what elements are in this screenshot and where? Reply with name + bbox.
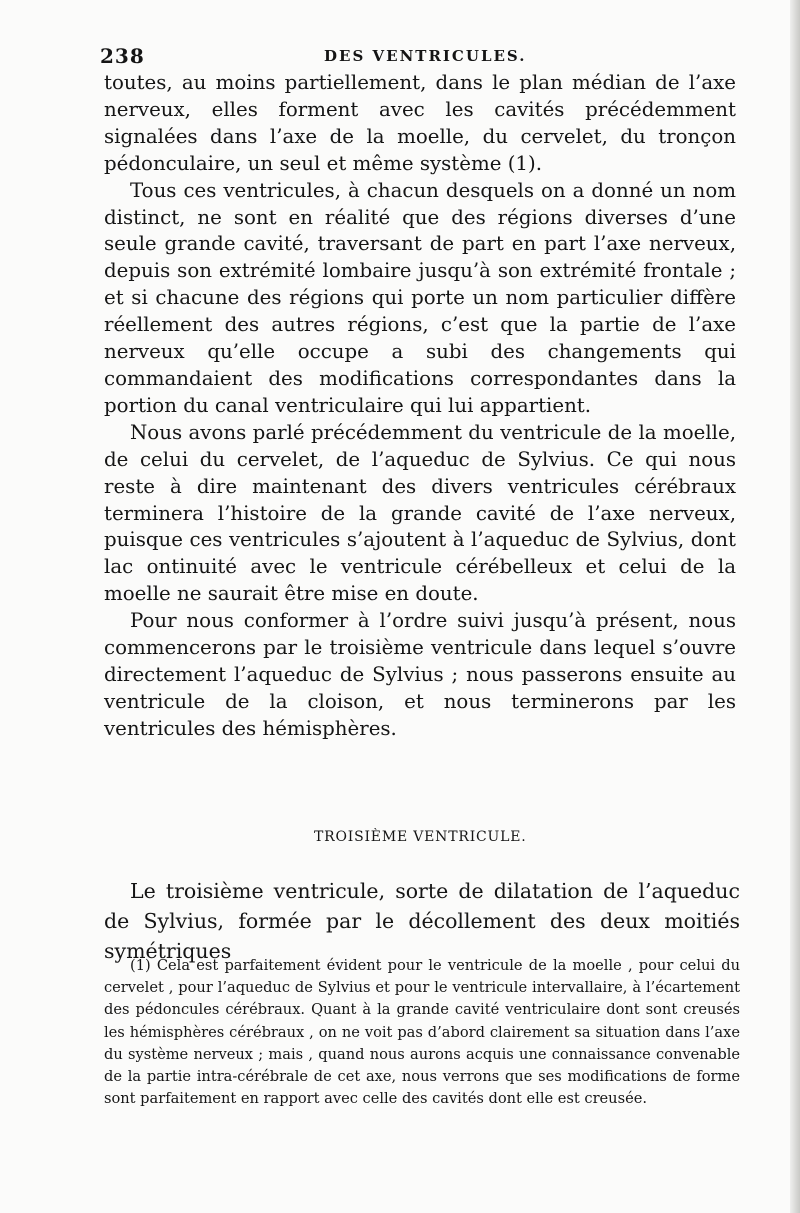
main-text bbox=[104, 70, 736, 743]
footnote: (1) Cela est parfaitement évident pour le ventricule de la moelle , pour celui du cervelet , pour l’aqueduc de Sylvius et pour le ventricule intervallaire, à l’écartement des pédoncules cérébraux. Quant à la grande cavité ventriculaire dont sont creusés les hémisphères cérébraux , on ne voit pas d’abord clairement sa situation dans l’axe du système nerveux ; mais , quand nous aurons acquis une connaissance convenable de la partie intra-cérébrale de cet axe, nous verrons que ses modifications de forme sont parfaitement en rapport avec celle des cavités dont elle est creusée. bbox=[104, 957, 740, 1108]
page-number: 238 bbox=[100, 44, 145, 68]
page-header bbox=[100, 38, 740, 68]
paragraph: Nous avons parlé précédemment du ventricule de la moelle, de celui du cervelet, de l’aqueduc de Sylvius. Ce qui nous reste à dire maintenant des divers ventricules cérébraux terminera l’histoire de la grande cavité de l’axe nerveux, puisque ces ventricules s’ajoutent à l’aqueduc de Sylvius, dont lac ontinuité avec le ventricule cérébelleux et celui de la moelle ne saurait être mise en doute. bbox=[104, 420, 736, 606]
paragraph: toutes, au moins partiellement, dans le plan médian de l’axe nerveux, elles forment avec les cavités précédemment signalées dans l’axe de la moelle, du cervelet, du tronçon pédonculaire, un seul et même système (1). bbox=[104, 71, 736, 175]
page-edge-shadow bbox=[790, 0, 800, 1213]
section-title: TROISIÈME VENTRICULE. bbox=[314, 829, 527, 845]
paragraph: Tous ces ventricules, à chacun desquels on a donné un nom distinct, ne sont en réalité que des régions diverses d’une seule grande cavité, traversant de part en part l’axe nerveux, depuis son extrémité lombaire jusqu’à son extrémité frontale ; et si chacune des régions qui porte un nom particulier diffère réellement des autres régions, c’est que la partie de l’axe nerveux qu’elle occupe a subi des changements qui commandaient des modifications correspondantes dans la portion du canal ventriculaire qui lui appartient. bbox=[104, 178, 736, 417]
section-text bbox=[104, 876, 740, 966]
section-paragraph: Le troisième ventricule, sorte de dilatation de l’aqueduc de Sylvius, formée par le décollement des deux moitiés symétriques bbox=[104, 879, 740, 963]
paragraph: Pour nous conformer à l’ordre suivi jusqu’à présent, nous commencerons par le troisième ventricule dans lequel s’ouvre directement l’aqueduc de Sylvius ; nous passerons ensuite au ventricule de la cloison, et nous terminerons par les ventricules des hémisphères. bbox=[104, 609, 736, 740]
running-head: DES VENTRICULES. bbox=[324, 47, 527, 65]
